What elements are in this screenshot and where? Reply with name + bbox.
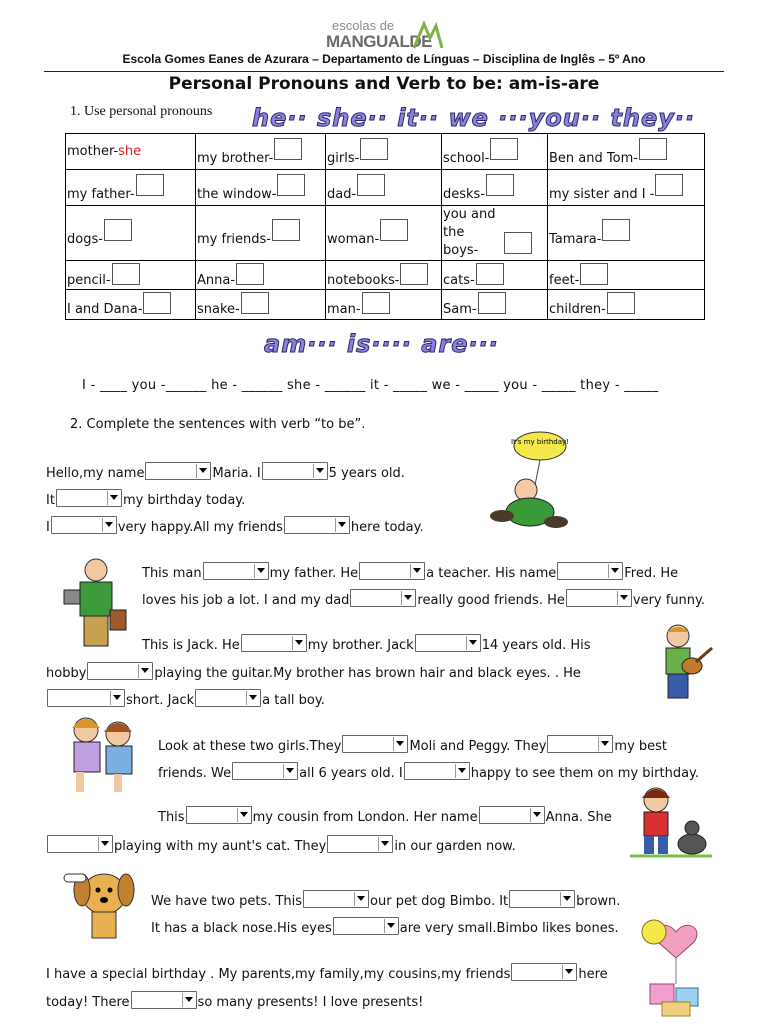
table-cell-label: snake-	[197, 302, 240, 317]
table-cell-label: mother-	[67, 144, 119, 159]
sentence-text: happy to see them on my birthday.	[470, 766, 700, 781]
verb-dropdown[interactable]	[404, 762, 470, 780]
verb-dropdown[interactable]	[47, 689, 125, 707]
answer-box[interactable]	[380, 219, 408, 241]
verb-dropdown[interactable]	[303, 890, 369, 908]
answer-box[interactable]	[607, 292, 635, 314]
verb-dropdown[interactable]	[51, 516, 117, 534]
answer-box[interactable]	[241, 292, 269, 314]
school-header: Escola Gomes Eanes de Azurara – Departamento de Línguas – Disciplina de Inglês – 5º Ano	[122, 52, 646, 66]
answer-box[interactable]	[104, 219, 132, 241]
verb-dropdown[interactable]	[359, 562, 425, 580]
table-cell-label: feet-	[549, 272, 580, 288]
verb-dropdown[interactable]	[87, 662, 153, 680]
answer-box[interactable]	[136, 174, 164, 196]
pronoun-table	[65, 133, 705, 320]
table-cell-label: woman-	[327, 232, 380, 247]
answer-box[interactable]	[504, 232, 532, 254]
sentence-text: I have a special birthday . My parents,my family,my cousins,my friends	[46, 967, 511, 982]
answer-box[interactable]	[476, 263, 504, 285]
verb-dropdown[interactable]	[511, 963, 577, 981]
sentence-text: here	[578, 967, 608, 982]
answer-box[interactable]	[277, 174, 305, 196]
verb-dropdown[interactable]	[479, 806, 545, 824]
table-cell-label: man-	[327, 302, 361, 317]
sentence-text: short. Jack	[126, 693, 195, 708]
sentence-text: today! There	[46, 995, 130, 1010]
sentence-text: my birthday today.	[122, 493, 246, 508]
verb-dropdown[interactable]	[186, 806, 252, 824]
verb-dropdown[interactable]	[195, 689, 261, 707]
pronouns-wordart: he·· she·· it·· we ···you·· they··	[252, 104, 696, 132]
table-cell-label: dad-	[327, 186, 357, 202]
presents-balloons-illustration	[636, 914, 716, 1018]
sentence-text: hobby	[46, 666, 87, 681]
sentence-text: brown.	[576, 894, 621, 909]
sentence-text: This	[158, 810, 185, 825]
exercise2-instruction: 2. Complete the sentences with verb “to be”.	[70, 417, 366, 432]
sentence-text: 5 years old.	[328, 466, 405, 481]
sentence-text: Maria. I	[212, 466, 261, 481]
verb-dropdown[interactable]	[203, 562, 269, 580]
sentence-text: very happy.All my friends	[117, 520, 283, 535]
sentence-text: so many presents! I love presents!	[197, 995, 424, 1010]
answer-box[interactable]	[486, 174, 514, 196]
sentence-text: here today.	[350, 520, 424, 535]
answer-box[interactable]	[602, 219, 630, 241]
verb-dropdown[interactable]	[350, 589, 416, 607]
sentence-text: my cousin from London. Her name	[252, 810, 478, 825]
verb-dropdown[interactable]	[241, 634, 307, 652]
verb-dropdown[interactable]	[547, 735, 613, 753]
verb-dropdown[interactable]	[566, 589, 632, 607]
table-cell-label: dogs-	[67, 232, 103, 247]
answer-box[interactable]	[272, 219, 300, 241]
table-cell-label: school-	[443, 150, 490, 166]
table-cell-label: children-	[549, 302, 606, 317]
table-cell-label: my father-	[67, 186, 135, 202]
table-cell-label: Anna-	[197, 272, 236, 288]
sentence-text: Look at these two girls.They	[158, 739, 342, 754]
table-cell-label: you and the boys-	[443, 207, 496, 258]
exercise1-instruction: 1. Use personal pronouns	[70, 104, 213, 119]
verb-dropdown[interactable]	[327, 835, 393, 853]
sentence-text: I	[46, 520, 50, 535]
table-cell-label: Tamara-	[549, 232, 602, 247]
answer-box[interactable]	[236, 263, 264, 285]
sentence-text: my father. He	[269, 566, 359, 581]
table-cell-label: my sister and I -	[549, 186, 655, 202]
table-cell-label: notebooks-	[327, 272, 400, 288]
verb-dropdown[interactable]	[284, 516, 350, 534]
sentence-text: my best	[614, 739, 668, 754]
school-logo	[326, 18, 446, 54]
table-cell-label: Sam-	[443, 302, 477, 317]
verb-dropdown[interactable]	[557, 562, 623, 580]
logo-line2: MANGUALDE	[326, 32, 432, 51]
verb-dropdown[interactable]	[131, 991, 197, 1009]
answer-box[interactable]	[143, 292, 171, 314]
table-cell-label: girls-	[327, 150, 360, 166]
sentence-text: a teacher. His name	[426, 566, 557, 581]
sentence-text: a tall boy.	[262, 693, 325, 708]
sentence-text: This man	[142, 566, 202, 581]
sentence-text: all 6 years old. I	[299, 766, 403, 781]
sentence-text: really good friends. He	[417, 593, 565, 608]
answer-box[interactable]	[274, 138, 302, 160]
answer-box[interactable]	[639, 138, 667, 160]
balloon-text: It's my birthday!	[511, 438, 569, 446]
sentence-text: are very small.Bimbo likes bones.	[399, 921, 619, 936]
boy-guitar-illustration	[652, 622, 716, 704]
sentence-text: very funny.	[632, 593, 706, 608]
verb-dropdown[interactable]	[232, 762, 298, 780]
answer-box[interactable]	[580, 263, 608, 285]
page-title: Personal Pronouns and Verb to be: am-is-are	[168, 74, 600, 94]
sentence-text: It	[46, 493, 55, 508]
table-cell-label: Ben and Tom-	[549, 150, 638, 166]
table-cell-label: my brother-	[197, 150, 274, 166]
answer-box[interactable]	[362, 292, 390, 314]
sentence-text: playing with my aunt's cat. They	[114, 839, 327, 854]
sentence-text: Anna. She	[545, 810, 612, 825]
sentence-text: We have two pets. This	[151, 894, 303, 909]
answer-box[interactable]	[400, 263, 428, 285]
sentence-text: my brother. Jack	[307, 638, 414, 653]
example-answer: she	[118, 144, 142, 159]
verb-dropdown[interactable]	[509, 890, 575, 908]
logo-line1: escolas de	[332, 18, 395, 33]
logo-mark-icon	[412, 20, 444, 50]
verb-dropdown[interactable]	[342, 735, 408, 753]
dog-bimbo-illustration	[62, 864, 142, 946]
birthday-girl-illustration	[486, 428, 576, 532]
header-divider	[44, 71, 724, 72]
sentence-text: This is Jack. He	[142, 638, 240, 653]
verb-dropdown[interactable]	[56, 489, 122, 507]
verb-be-blanks: I - ____ you -______ he - ______ she - ______ it - _____ we - _____ you - _____ they - _____	[82, 378, 659, 393]
table-cell-label: cats-	[443, 272, 475, 288]
table-cell-label: my friends-	[197, 232, 271, 247]
verb-dropdown[interactable]	[333, 917, 399, 935]
answer-box[interactable]	[478, 292, 506, 314]
verb-dropdown[interactable]	[145, 462, 211, 480]
table-cell-label: the window-	[197, 186, 277, 202]
table-cell-label: pencil-	[67, 272, 111, 288]
father-teacher-illustration	[62, 556, 132, 652]
sentence-text: playing the guitar.My brother has brown hair and black eyes. . He	[154, 666, 581, 681]
verb-be-wordart: am··· is···· are···	[264, 330, 499, 358]
answer-box[interactable]	[112, 263, 140, 285]
verb-dropdown[interactable]	[47, 835, 113, 853]
sentence-text: 14 years old. His	[481, 638, 591, 653]
verb-dropdown[interactable]	[262, 462, 328, 480]
sentence-text: Fred. He	[624, 566, 679, 581]
table-cell-label: I and Dana-	[67, 302, 143, 317]
answer-box[interactable]	[360, 138, 388, 160]
sentence-text: Hello,my name	[46, 466, 145, 481]
sentence-text: friends. We	[158, 766, 232, 781]
answer-box[interactable]	[490, 138, 518, 160]
sentence-text: Moli and Peggy. They	[409, 739, 547, 754]
sentence-text: our pet dog Bimbo. It	[370, 894, 509, 909]
verb-dropdown[interactable]	[415, 634, 481, 652]
sentence-text: loves his job a lot. I and my dad	[142, 593, 350, 608]
sentence-text: in our garden now.	[394, 839, 516, 854]
girl-with-cat-illustration	[630, 784, 712, 862]
sentence-text: It has a black nose.His eyes	[151, 921, 332, 936]
answer-box[interactable]	[357, 174, 385, 196]
two-girls-illustration	[66, 712, 140, 798]
answer-box[interactable]	[655, 174, 683, 196]
table-cell-label: desks-	[443, 186, 486, 202]
